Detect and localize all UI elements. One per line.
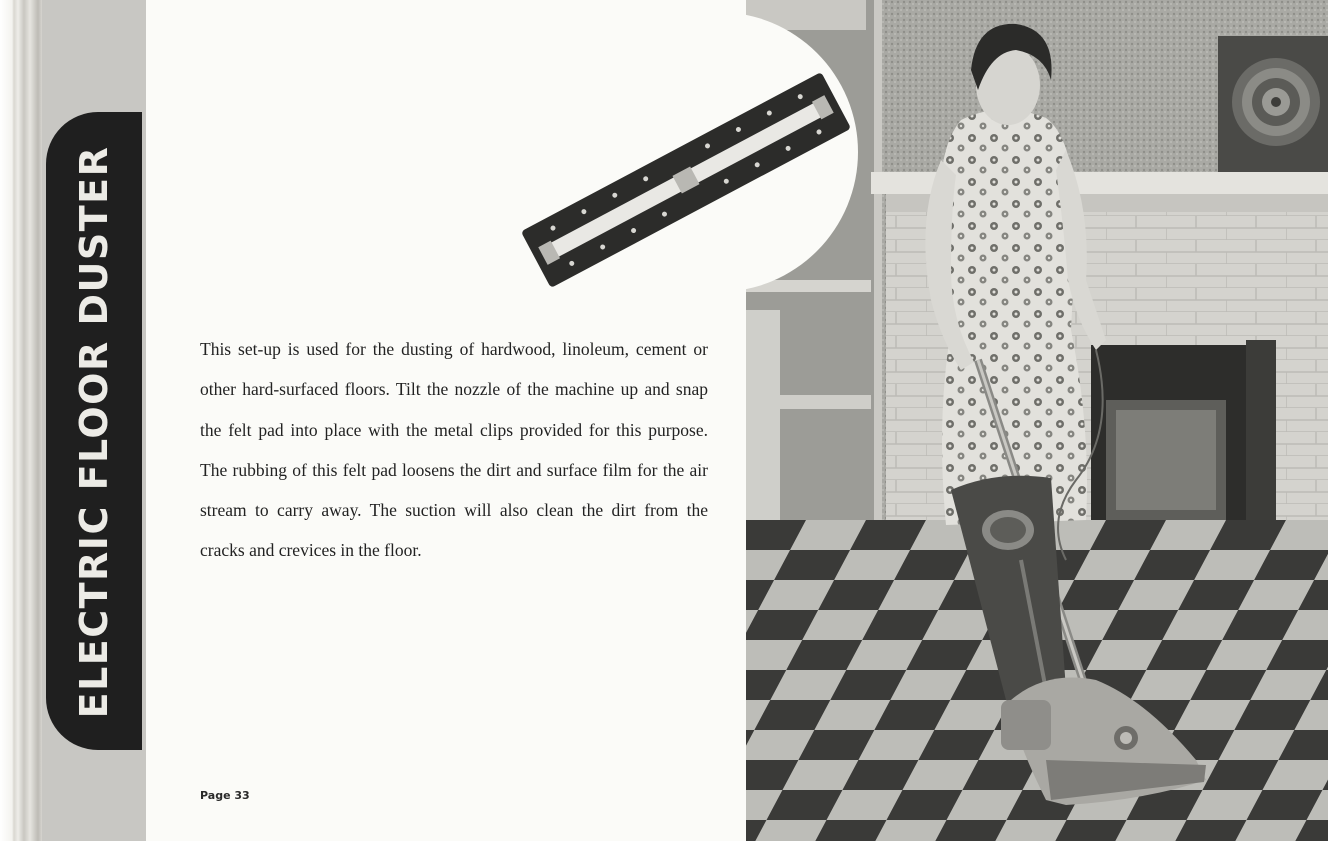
photograph-woman-vacuuming (746, 0, 1328, 841)
booklet-spine (0, 0, 42, 841)
page-number: Page 33 (200, 789, 250, 802)
section-tab-title: ELECTRIC FLOOR DUSTER (72, 145, 116, 719)
body-paragraph: This set-up is used for the dusting of hardwood, linoleum, cement or other hard-surfaced floors. Tilt the nozzle of the machine up and snap the felt pad into place with the metal clips provided for this purpose. The rubbing of this felt pad loosens the dirt and surface film for the air stream to carry away. The suction will also clean the dirt from the cracks and crevices in the floor. (200, 339, 708, 561)
